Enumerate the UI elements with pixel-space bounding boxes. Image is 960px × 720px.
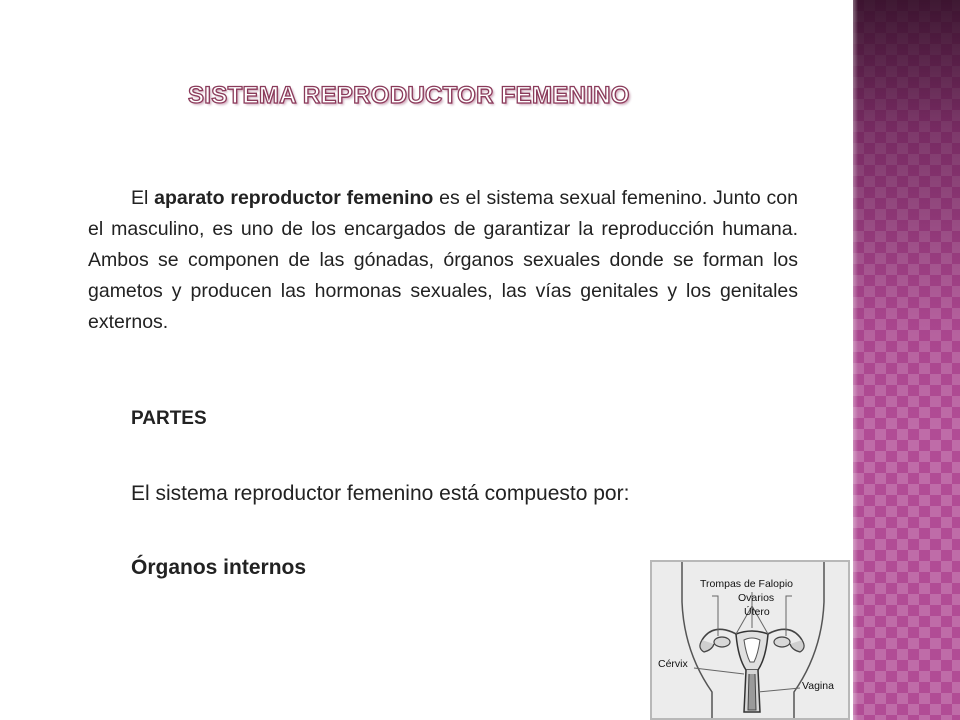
label-ovarios: Ovarios [738,592,775,604]
intro-lead: El [131,187,149,209]
label-cervix: Cérvix [658,658,688,670]
label-utero: Útero [744,606,770,618]
label-vagina: Vagina [802,680,834,692]
intro-bold-term: aparato reproductor femenino [154,187,434,209]
intro-text: es el sistema sexual femenino. Junto con el masculino, es uno de los encargados de garantizar la reproducción humana. Ambos se componen de las gónadas, órganos sexuales donde se forman los gametos y producen las hormonas sexuales, las vías genitales y los genitales externos. [88,187,798,333]
composition-sentence: El sistema reproductor femenino está compuesto por: [131,482,630,505]
label-trompas: Trompas de Falopio [700,578,793,590]
decorative-side-band [853,0,960,720]
section-heading: PARTES [131,408,207,429]
slide-title: SISTEMA REPRODUCTOR FEMENINO [188,82,630,109]
intro-paragraph [88,183,798,338]
subheading-internal-organs: Órganos internos [131,556,307,579]
anatomy-figure [650,560,850,720]
